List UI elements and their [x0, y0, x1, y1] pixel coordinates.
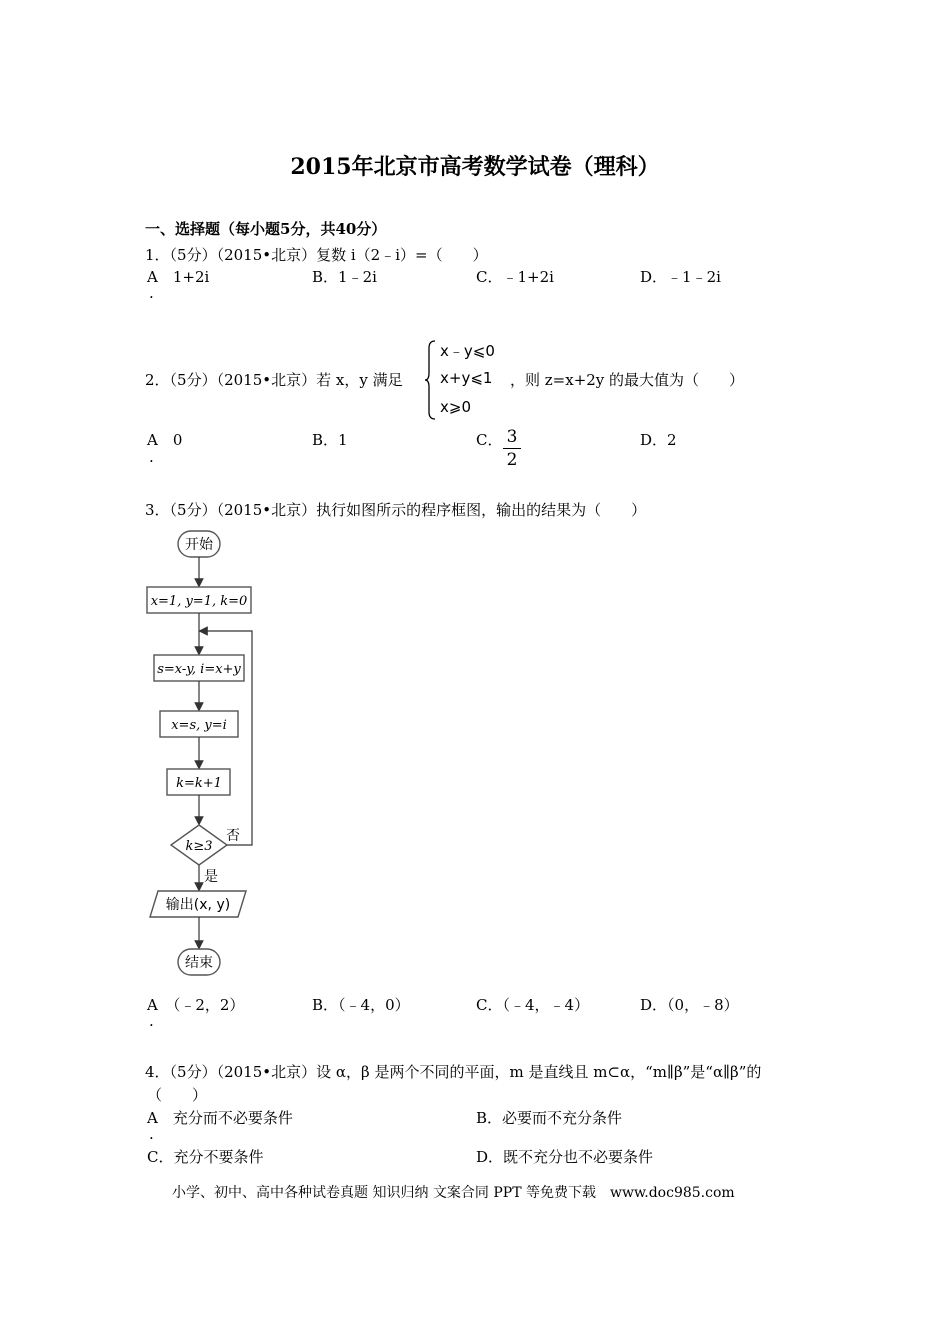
- flow-end-label: 结束: [185, 955, 213, 971]
- flow-decision-label: k≥3: [185, 839, 213, 854]
- q2-constraint-1: x﹣y⩽0: [440, 342, 495, 360]
- q1-stem: 1．（5分）（2015•北京）复数 i（2﹣i）=（ ）: [145, 246, 488, 264]
- q2-stem-pre: 2．（5分）（2015•北京）若 x，y 满足: [145, 371, 403, 389]
- flow-yes-label: 是: [204, 869, 218, 885]
- q4-stem: 4．（5分）（2015•北京）设 α，β 是两个不同的平面，m 是直线且 m⊂α，“m∥β”是“α∥β”的: [145, 1063, 762, 1081]
- q2-option-a: A 0: [147, 431, 183, 449]
- q2-option-a-dot: .: [149, 448, 154, 466]
- q2-option-b: B．1: [312, 431, 348, 449]
- footer-text: 小学、初中、高中各种试卷真题 知识归纳 文案合同 PPT 等免费下载 www.doc985.com: [172, 1185, 735, 1201]
- q2-option-d: D．2: [640, 431, 677, 449]
- q1-option-d: D．﹣1﹣2i: [640, 268, 721, 286]
- q4-stem-paren: （ ）: [147, 1086, 208, 1104]
- q3-stem: 3．（5分）（2015•北京）执行如图所示的程序框图，输出的结果为（ ）: [145, 501, 647, 519]
- fraction-denominator: 2: [506, 450, 518, 470]
- q1-option-c: C．﹣1+2i: [476, 268, 554, 286]
- q3-option-c: C．（﹣4，﹣4）: [476, 996, 590, 1014]
- q2-constraint-3: x⩾0: [440, 398, 471, 416]
- q4-option-a-dot: .: [149, 1125, 154, 1143]
- flow-no-label: 否: [226, 828, 240, 844]
- flowchart: [140, 525, 270, 985]
- flow-start-label: 开始: [185, 537, 213, 553]
- page-title: 2015年北京市高考数学试卷（理科）: [290, 154, 660, 180]
- section-heading: 一、选择题（每小题5分，共40分）: [145, 220, 387, 238]
- q1-option-a: A 1+2i: [147, 268, 210, 286]
- flow-step2-label: x=s, y=i: [171, 718, 227, 733]
- q3-option-d: D．（0，﹣8）: [640, 996, 739, 1014]
- q2-constraint-2: x+y⩽1: [440, 369, 493, 387]
- fraction-bar: [503, 448, 521, 449]
- flow-step3-label: k=k+1: [176, 776, 222, 791]
- flow-step1-label: s=x-y, i=x+y: [157, 662, 241, 677]
- q3-option-a-dot: .: [149, 1012, 154, 1030]
- flow-init-label: x=1, y=1, k=0: [150, 594, 248, 609]
- q2-option-c: C．: [476, 431, 503, 449]
- flow-output-label: 输出(x, y): [165, 897, 231, 913]
- system-brace-icon: [424, 340, 436, 420]
- q1-option-a-dot: .: [149, 284, 154, 302]
- q4-option-b: B．必要而不充分条件: [476, 1109, 623, 1127]
- q4-option-c: C．充分不要条件: [147, 1148, 264, 1166]
- q4-option-d: D．既不充分也不必要条件: [476, 1148, 654, 1166]
- q3-option-a: A （﹣2，2）: [147, 996, 245, 1014]
- q4-option-a: A 充分而不必要条件: [147, 1109, 293, 1127]
- q2-option-c-fraction: [503, 428, 521, 469]
- q2-stem-post: ，则 z=x+2y 的最大值为（ ）: [510, 371, 745, 389]
- q1-option-b: B．1﹣2i: [312, 268, 377, 286]
- fraction-numerator: 3: [506, 427, 518, 447]
- q3-option-b: B．（﹣4，0）: [312, 996, 410, 1014]
